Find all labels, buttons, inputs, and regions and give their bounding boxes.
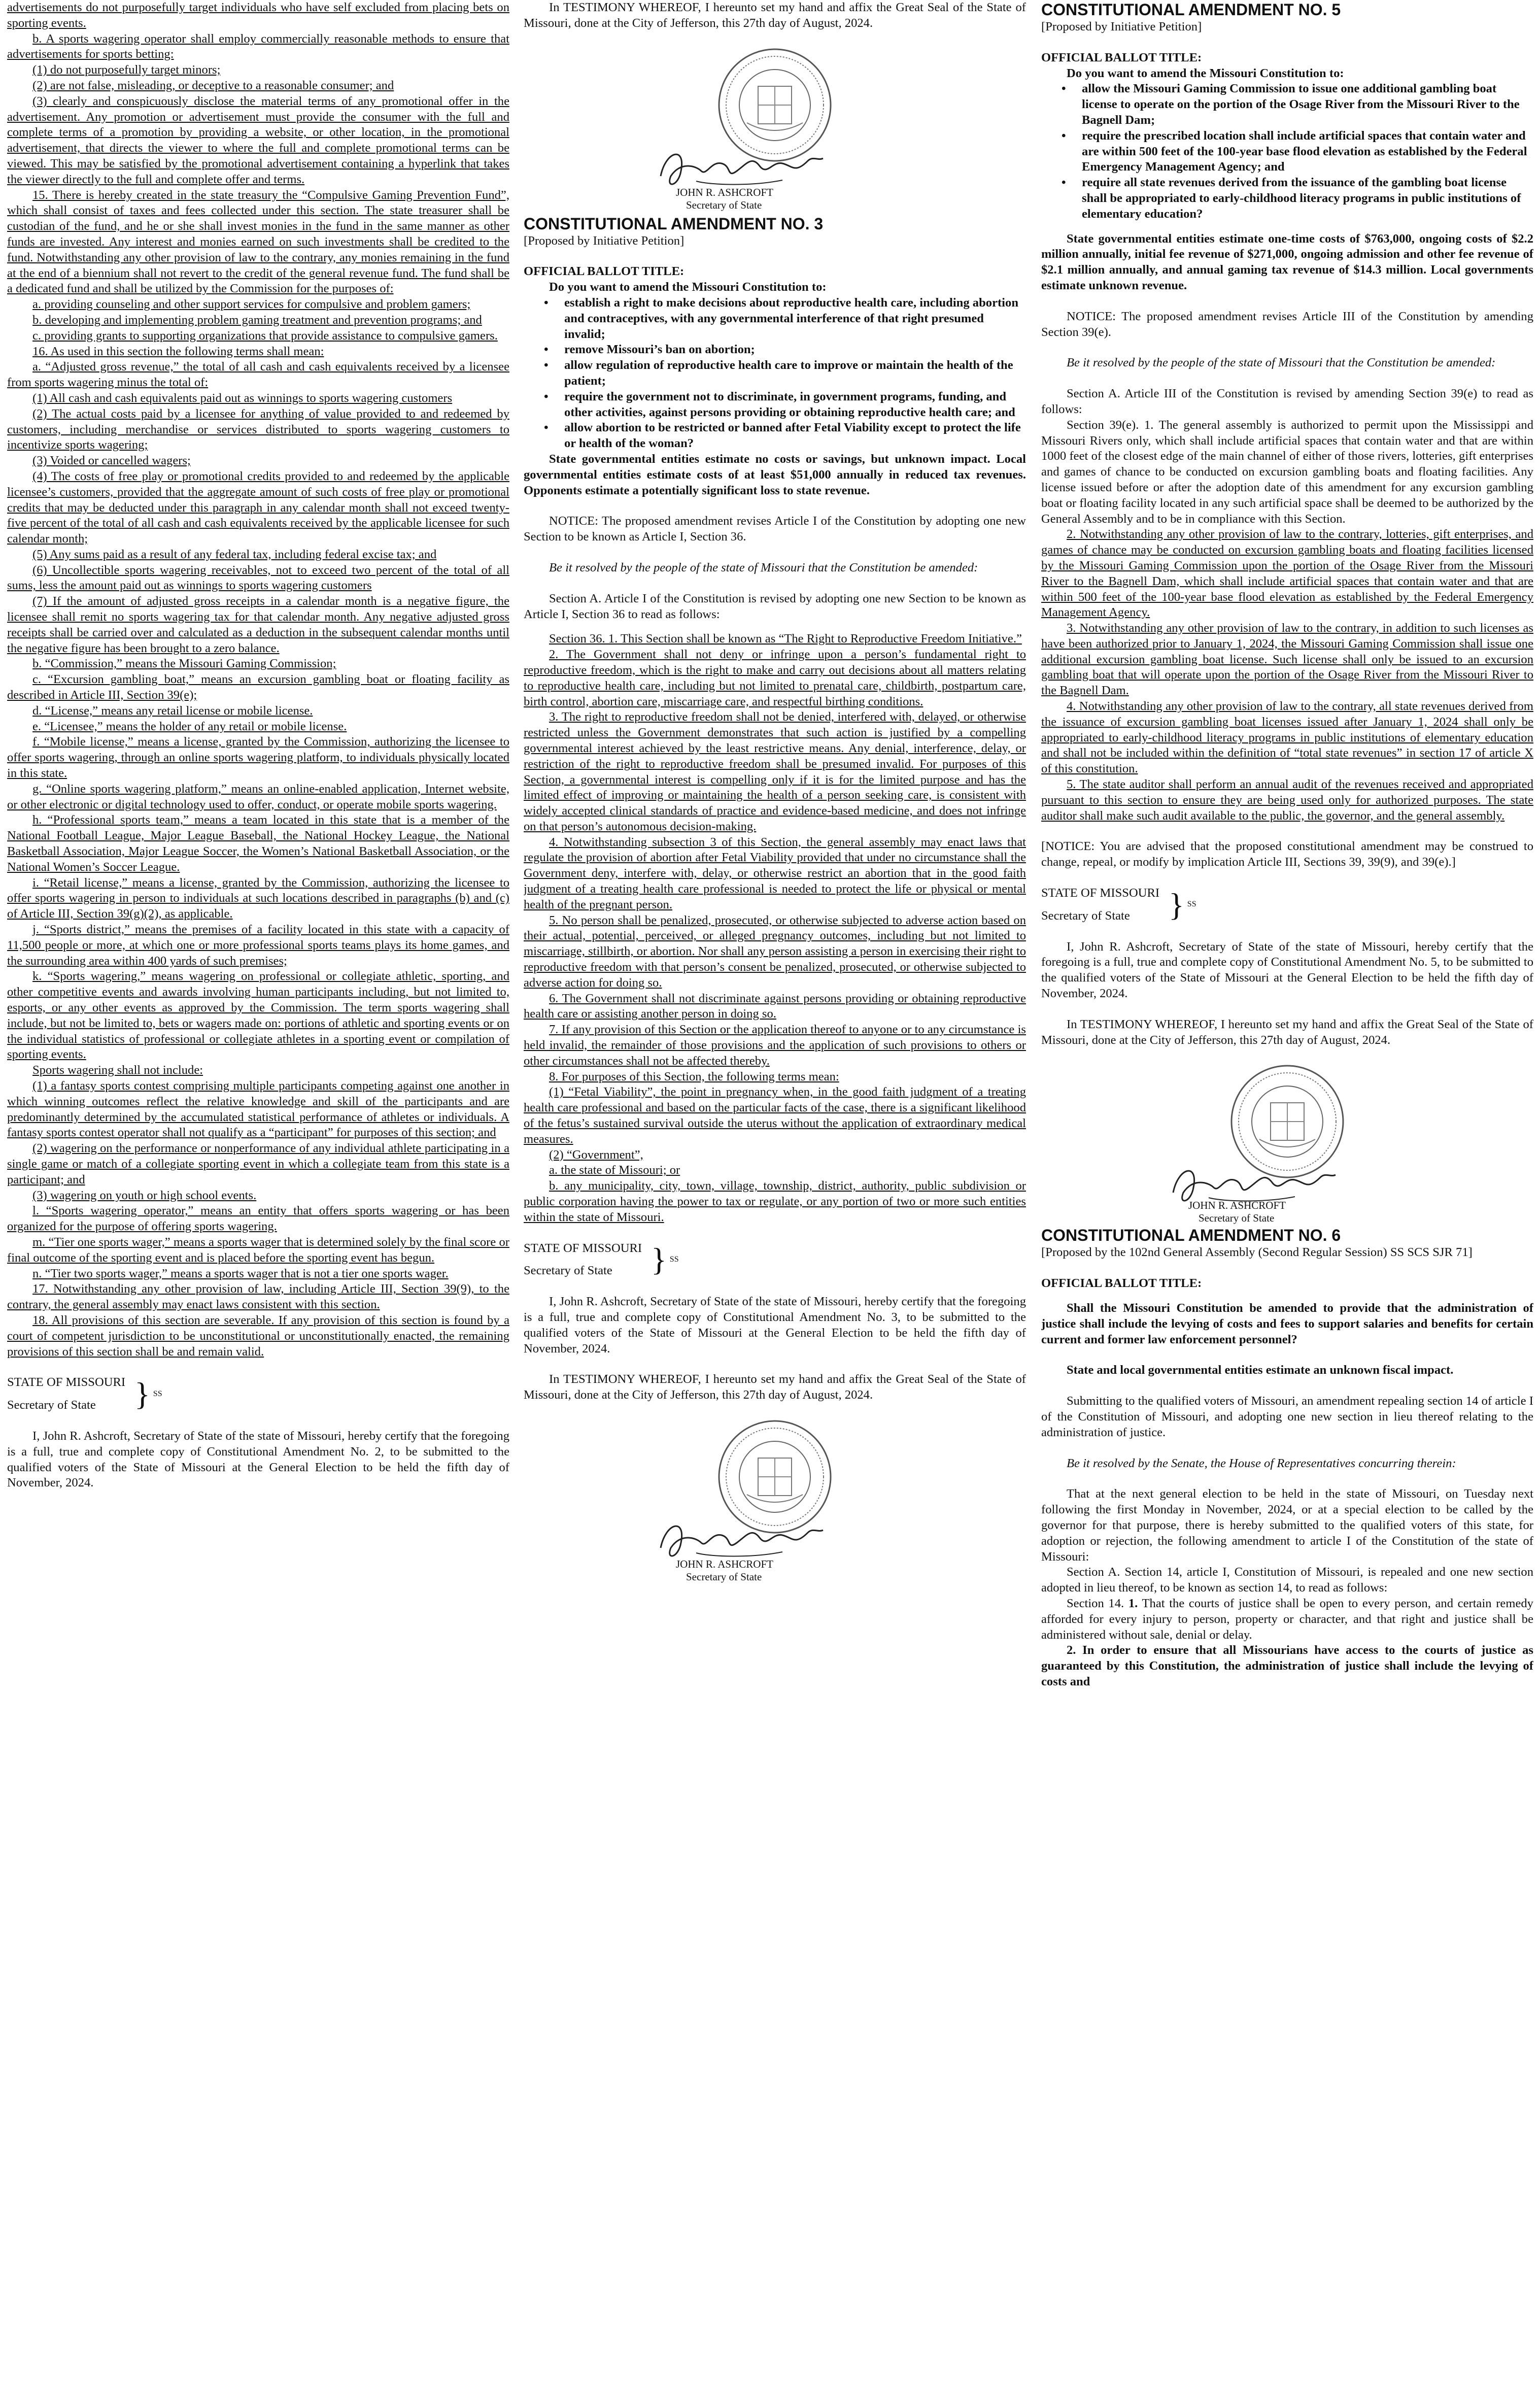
spacer <box>524 498 1026 514</box>
seal-signature-block <box>524 47 1026 214</box>
ballot-question: Shall the Missouri Constitution be amended to provide that the administration of justice shall include the levying of costs and fees to support salaries and benefits for certain current and former law enforcement personnel? <box>1041 1301 1533 1346</box>
amendment-5-title: CONSTITUTIONAL AMENDMENT NO. 5 <box>1041 1 1341 19</box>
paragraph: f. “Mobile license,” means a license, granted by the Commission, authorizing the licensee to offer sports wagering, through an online sports wagering platform, to individuals physically located in this state. <box>7 735 509 781</box>
paragraph: 5. The state auditor shall perform an annual audit of the revenues received and appropriated pursuant to this section to ensure they are being used only for authorized purposes. The state auditor shall make such audit available to the public, the governor, and the general assembly. <box>1041 777 1533 823</box>
paragraph: Section 39(e). 1. The general assembly is authorized to permit upon the Mississippi and Missouri Rivers only, which shall include artificial spaces that contain water and that are within 1000 feet of the closest edge of the main channel of either of those rivers, lotteries, gift enterprises and games of chance to be conducted on excursion gambling boats and floating facilities. Any license issued before or after the adoption date of this amendment for any excursion gambling boat or floating facility located in any such artificial space shall be deemed to be authorized by the General Assembly and to be in compliance with this Section. <box>1041 418 1533 526</box>
bullet-item: • allow regulation of reproductive health care to improve or maintain the health of the patient; <box>544 358 1026 389</box>
state-label: STATE OF MISSOURI <box>7 1375 126 1390</box>
amendment-5-subtitle: [Proposed by Initiative Petition] <box>1041 20 1202 33</box>
spacer <box>7 1413 509 1429</box>
paragraph: (1) All cash and cash equivalents paid out as winnings to sports wagering customers <box>32 391 453 405</box>
paragraph: (2) are not false, misleading, or deceptive to a reasonable consumer; and <box>32 78 394 92</box>
testimony-text: In TESTIMONY WHEREOF, I hereunto set my hand and affix the Great Seal of the State of Missouri, done at the City of Jefferson, this 27th day of August, 2024. <box>524 1 1026 30</box>
paragraph: j. “Sports district,” means the premises of a facility located in this state with a capacity of 11,500 people or more, at which one or more professional sports teams plays its home games, and the surrounding area within 400 yards of such premises; <box>7 923 509 968</box>
amendment-6-title: CONSTITUTIONAL AMENDMENT NO. 6 <box>1041 1226 1341 1245</box>
spacer <box>524 622 1026 631</box>
paragraph: Sports wagering shall not include: <box>32 1063 203 1077</box>
state-ss-block <box>1041 886 1533 924</box>
state-label: STATE OF MISSOURI <box>524 1241 642 1255</box>
ballot-bullets <box>524 295 1026 452</box>
amendment-3-subtitle: [Proposed by Initiative Petition] <box>524 233 685 248</box>
spacer <box>1041 340 1533 355</box>
bullet-item: • establish a right to make decisions about reproductive health care, including abortion and contraceptives, with any governmental interference of that right presumed invalid; <box>544 295 1026 342</box>
notice-text: NOTICE: The proposed amendment revises Article III of the Constitution by amending Section 39(e). <box>1041 309 1533 339</box>
paragraph: 5. No person shall be penalized, prosecuted, or otherwise subjected to adverse action based on their actual, potential, perceived, or alleged pregnancy outcomes, including but not limited to miscarriage, stillbirth, or abortion. Nor shall any person assisting a person in exercising their right to reproductive freedom with that person’s consent be penalized, prosecuted, or otherwise subjected to adverse action for doing so. <box>524 913 1026 990</box>
paragraph: b. developing and implementing problem gaming treatment and prevention programs; and <box>32 313 482 327</box>
bullet-item: • require all state revenues derived from the issuance of the gambling boat license shall be appropriated to early-childhood literacy programs in public institutions of elementary education? <box>1062 175 1533 222</box>
paragraph: 15. There is hereby created in the state treasury the “Compulsive Gaming Prevention Fund”, which shall consist of taxes and fees collected under this section. The state treasurer shall be custodian of the fund, and he or she shall invest monies in the fund in the same manner as other funds are invested. Any interest and monies earned on such investments shall be credited to the fund. Notwithstanding any other provision of law to the contrary, any monies remaining in the fund at the end of a biennium shall not revert to the credit of the general revenue fund. The fund shall be a dedicated fund and shall be utilized by the Commission for the purposes of: <box>7 188 509 296</box>
ballot-title-label: OFFICIAL BALLOT TITLE: <box>1041 50 1202 64</box>
brace-glyph: } <box>651 1241 667 1278</box>
fiscal-note: State governmental entities estimate one-time costs of $763,000, ongoing costs of $2.2 million annually, initial fee revenue of $271,000, ongoing admission and other fee revenue of $2.1 million annually, and annual gaming tax revenue of $14.3 million. Local governments estimate unknown revenue. <box>1041 231 1533 292</box>
signature-name: JOHN R. ASHCROFT <box>1188 1199 1286 1212</box>
spacer <box>1041 924 1533 939</box>
column-2 <box>524 0 1026 2404</box>
notice-text: NOTICE: The proposed amendment revises Article I of the Constitution by adopting one new Section to be known as Article I, Section 36. <box>524 514 1026 544</box>
spacer <box>1041 294 1533 309</box>
testimony-text: In TESTIMONY WHEREOF, I hereunto set my hand and affix the Great Seal of the State of Missouri, done at the City of Jefferson, this 27th day of August, 2024. <box>524 1372 1026 1402</box>
signature-title: Secretary of State <box>1199 1212 1275 1225</box>
paragraph: 3. Notwithstanding any other provision of law to the contrary, in addition to such licenses as have been authorized prior to January 1, 2024, the Missouri Gaming Commission shall issue one additional excursion gambling boat license. Such license shall only be issued to an excursion gambling boat that will operate upon the portion of the Osage River from the Missouri River to the Bagnell Dam. <box>1041 621 1533 698</box>
paragraph: (3) Voided or cancelled wagers; <box>32 454 191 468</box>
election-text: That at the next general election to be held in the state of Missouri, on Tuesday next following the first Monday in November, 2024, or at a special election to be called by the governor for that purpose, there is hereby submitted to the qualified voters of this state, for adoption or rejection, the following amendment to article I of the Constitution of the state of Missouri: <box>1041 1487 1533 1564</box>
testimony-text: In TESTIMONY WHEREOF, I hereunto set my hand and affix the Great Seal of the State of Missouri, done at the City of Jefferson, this 27th day of August, 2024. <box>1041 1017 1533 1047</box>
paragraph: k. “Sports wagering,” means wagering on professional or collegiate athletic, sporting, and other competitive events and awards involving human participants including, but not limited to, esports, or any other events as approved by the Commission. The term sports wagering shall include, but not be limited to, bets or wagers made on: portions of athletic and sporting events or on the individual statistics of professional or collegiate athletes in a sporting event or compilation of sporting events. <box>7 969 509 1062</box>
signature-title: Secretary of State <box>686 198 762 211</box>
paragraph: (6) Uncollectible sports wagering receivables, not to exceed two percent of the total of all sums, less the amount paid out as winnings to sports wagering customers <box>7 563 509 593</box>
spacer <box>524 1357 1026 1372</box>
column-3 <box>1041 0 1533 2404</box>
sos-label: Secretary of State <box>7 1398 96 1412</box>
spacer <box>524 1226 1026 1241</box>
paragraph: d. “License,” means any retail license or mobile license. <box>32 703 313 718</box>
spacer <box>1041 870 1533 886</box>
amendment-6-subtitle: [Proposed by the 102nd General Assembly (Second Regular Session) SS SCS SJR 71] <box>1041 1245 1473 1260</box>
section-14-number: 1. <box>1128 1596 1138 1610</box>
ballot-question: Do you want to amend the Missouri Constitution to: <box>549 280 827 294</box>
bullet-item: • require the prescribed location shall include artificial spaces that contain water and are within 500 feet of the 100-year base flood elevation as established by the Federal Emergency Management Agency; and <box>1062 128 1533 175</box>
brace-glyph: } <box>1169 886 1184 923</box>
spacer <box>524 1279 1026 1294</box>
paragraph: (1) a fantasy sports contest comprising multiple participants competing against one another in which winning outcomes reflect the relative knowledge and skill of the participants and are predominantly determined by the accumulated statistical performance of athletes or individuals. A fantasy sports contest operator shall not qualify as a “participant” for purposes of this section; and <box>7 1078 509 1140</box>
sos-label: Secretary of State <box>524 1264 612 1278</box>
paragraph: i. “Retail license,” means a license, granted by the Commission, authorizing the licensee to offer sports wagering in person to individuals at such locations described in paragraphs (b) and (c) of Article III, Section 39(g)(2), as applicable. <box>7 875 509 921</box>
paragraph: b. A sports wagering operator shall employ commercially reasonable methods to ensure that advertisements for sports betting: <box>7 31 509 61</box>
paragraph: 18. All provisions of this section are severable. If any provision of this section is found by a court of competent jurisdiction to be unconstitutional or unconstitutionally enacted, the remaining provisions of this section shall be and remain valid. <box>7 1313 509 1359</box>
paragraph: 3. The right to reproductive freedom shall not be denied, interfered with, delayed, or otherwise restricted unless the Government demonstrates that such action is justified by a compelling governmental interest achieved by the least restrictive means. Any denial, interference, delay, or restriction of the right to reproductive freedom shall be presumed invalid. For purposes of this Section, a governmental interest is compelling only if it is for the limited purpose and has the limited effect of improving or maintaining the health of a person seeking care, is consistent with widely accepted clinical standards of practice and evidence-based medicine, and does not infringe on that person’s autonomous decision-making. <box>524 710 1026 833</box>
paragraph: l. “Sports wagering operator,” means an entity that offers sports wagering or has been organized for the purpose of offering sports wagering. <box>7 1204 509 1234</box>
fiscal-note: State governmental entities estimate no costs or savings, but unknown impact. Local governmental entities estimate costs of at least $51,000 annually in reduced tax revenues. Opponents estimate a potentially significant loss to state revenue. <box>524 452 1026 497</box>
paragraph: (1) do not purposefully target minors; <box>32 63 221 77</box>
paragraph: (3) wagering on youth or high school events. <box>32 1188 257 1202</box>
resolution-text: Be it resolved by the Senate, the House of Representatives concurring therein: <box>1067 1456 1456 1470</box>
bullet-item: • allow abortion to be restricted or banned after Fetal Viability except to protect the life or health of the woman? <box>544 420 1026 452</box>
paragraph: 7. If any provision of this Section or the application thereof to anyone or to any circumstance is held invalid, the remainder of those provisions and the application of such provisions to others or other circumstances shall not be affected thereby. <box>524 1023 1026 1068</box>
paragraph: c. providing grants to supporting organizations that provide assistance to compulsive gamers. <box>32 328 498 343</box>
spacer <box>524 576 1026 591</box>
spacer <box>7 1360 509 1375</box>
spacer <box>1041 1347 1533 1363</box>
paragraph: (7) If the amount of adjusted gross receipts in a calendar month is a negative figure, the licensee shall remit no sports wagering tax for that calendar month. Any negative adjusted gross receipts shall be carried over and calculated as a deduction in the subsequent calendar months until the negative figure has been brought to a zero balance. <box>7 594 509 655</box>
section-14-paragraph <box>1041 1596 1533 1643</box>
paragraph: 4. Notwithstanding subsection 3 of this Section, the general assembly may enact laws that regulate the provision of abortion after Fetal Viability provided that under no circumstance shall the Government deny, interfere with, delay, or otherwise restrict an abortion that in the good faith judgment of a treating health care professional is needed to protect the life or physical or mental health of the pregnant person. <box>524 835 1026 911</box>
column-1 <box>7 0 509 2404</box>
section-14-lead: Section 14. <box>1067 1596 1124 1610</box>
spacer <box>1041 1002 1533 1017</box>
paragraph: a. the state of Missouri; or <box>549 1163 680 1177</box>
certification-text: I, John R. Ashcroft, Secretary of State of the state of Missouri, hereby certify that the foregoing is a full, true and complete copy of Constitutional Amendment No. 3, to be submitted to the qualified voters of the State of Missouri at the General Election to be held the fifth day of November, 2024. <box>524 1295 1026 1356</box>
spacer <box>1041 1471 1533 1486</box>
resolution-text: Be it resolved by the people of the state of Missouri that the Constitution be amended: <box>1067 356 1496 370</box>
paragraph: c. “Excursion gambling boat,” means an excursion gambling boat or floating facility as described in Article III, Section 39(e); <box>7 672 509 702</box>
signature-name: JOHN R. ASHCROFT <box>676 186 773 198</box>
paragraph: (4) The costs of free play or promotional credits provided to and redeemed by the applicable licensee’s customers, provided that the aggregate amount of such costs of free play or promotional credits that may be deducted under this paragraph in any calendar month shall not exceed twenty-five percent of the total of all cash and cash equivalents received by the applicable licensee for such calendar month; <box>7 469 509 546</box>
bullet-item: • require the government not to discriminate, in government programs, funding, and other activities, against persons providing or obtaining reproductive health care; and <box>544 389 1026 421</box>
ss-label: SS <box>669 1255 679 1264</box>
ballot-question: Do you want to amend the Missouri Constitution to: <box>1067 66 1344 80</box>
paragraph: advertisements do not purposefully target individuals who have self excluded from placing bets on sporting events. <box>7 1 509 30</box>
paragraph: b. “Commission,” means the Missouri Gaming Commission; <box>32 657 336 671</box>
state-ss-block <box>7 1375 509 1413</box>
submission-text: Submitting to the qualified voters of Missouri, an amendment repealing section 14 of article I of the Constitution of Missouri, and adopting one new section in lieu thereof relating to the administration of justice. <box>1041 1394 1533 1439</box>
section-14-part-2: 2. In order to ensure that all Missourians have access to the courts of justice as guaranteed by this Constitution, the administration of justice shall include the levying of costs and <box>1041 1643 1533 1688</box>
spacer <box>1041 1292 1533 1301</box>
paragraph: (3) clearly and conspicuously disclose the material terms of any promotional offer in the advertisement. Any promotion or advertisement must provide the consumer with the full and complete terms of a promotion by providing a website, or other location, in the promotional advertisement, that directs the viewer to where the full and complete promotional terms can be viewed. This may be satisfied by the promotional advertisement containing a hyperlink that takes the viewer directly to the full and complete offer and terms. <box>7 94 509 186</box>
paragraph: b. any municipality, city, town, village, township, district, authority, public subdivision or public corporation having the power to tax or regulate, or any portion of two or more such entities within the state of Missouri. <box>524 1179 1026 1224</box>
signature-title: Secretary of State <box>686 1570 762 1583</box>
section-14-text: That the courts of justice shall be open to every person, and certain remedy afforded for every injury to person, property or character, and that right and justice shall be administered without sale, denial or delay. <box>1041 1596 1533 1642</box>
paragraph: (2) “Government”, <box>549 1147 643 1162</box>
bullet-item: • allow the Missouri Gaming Commission to issue one additional gambling boat license to operate on the portion of the Osage River from the Missouri River to the Bagnell Dam; <box>1062 81 1533 128</box>
paragraph: 6. The Government shall not discriminate against persons providing or obtaining reproductive health care or assisting another person in doing so. <box>524 991 1026 1021</box>
spacer <box>524 545 1026 560</box>
paragraph: (1) “Fetal Viability”, the point in pregnancy when, in the good faith judgment of a treating health care professional and based on the particular facts of the case, there is a significant likelihood of the fetus’s sustained survival outside the uterus without the application of extraordinary medical measures. <box>524 1085 1026 1146</box>
spacer <box>1041 1378 1533 1394</box>
certification-text: I, John R. Ashcroft, Secretary of State of the state of Missouri, hereby certify that the foregoing is a full, true and complete copy of Constitutional Amendment No. 2, to be submitted to the qualified voters of the State of Missouri at the General Election to be held the fifth day of November, 2024. <box>7 1429 509 1490</box>
paragraph: (2) wagering on the performance or nonperformance of any individual athlete participating in a single game or match of a collegiate sporting event in which a collegiate team from this state is a participant; and <box>7 1141 509 1187</box>
seal-signature-block <box>524 1418 1026 1586</box>
spacer <box>524 249 1026 264</box>
brace-glyph: } <box>134 1376 150 1412</box>
section-a-text: Section A. Article I of the Constitution is revised by adopting one new Section to be known as Article I, Section 36 to read as follows: <box>524 591 1026 621</box>
spacer <box>1041 35 1533 50</box>
paragraph: 8. For purposes of this Section, the following terms mean: <box>549 1069 839 1084</box>
amendment-3-title: CONSTITUTIONAL AMENDMENT NO. 3 <box>524 214 824 233</box>
notice-bracket-text: [NOTICE: You are advised that the proposed constitutional amendment may be construed to change, repeal, or modify by implication Article III, Sections 39, 39(9), and 39(e).] <box>1041 839 1533 869</box>
state-ss-block <box>524 1241 1026 1279</box>
ballot-bullets <box>1041 81 1533 222</box>
ss-label: SS <box>153 1389 162 1398</box>
ballot-title-label: OFFICIAL BALLOT TITLE: <box>1041 1276 1202 1291</box>
paragraph: 2. Notwithstanding any other provision of law to the contrary, lotteries, gift enterprises, and games of chance may be conducted on excursion gambling boats and floating facilities licensed by the Missouri Gaming Commission upon the portion of the Osage River from the Missouri River to the Bagnell Dam, which shall include artificial spaces that contain water and that are within 500 feet of the 100-year base flood elevation as established by the Federal Emergency Management Agency. <box>1041 527 1533 620</box>
paragraph: a. “Adjusted gross revenue,” the total of all cash and cash equivalents received by a licensee from sports wagering minus the total of: <box>7 360 509 390</box>
resolution-text: Be it resolved by the people of the state of Missouri that the Constitution be amended: <box>549 560 978 574</box>
seal-signature-block <box>1041 1063 1533 1226</box>
paragraph: Section 36. 1. This Section shall be known as “The Right to Reproductive Freedom Initiative.” <box>549 632 1022 646</box>
paragraph: n. “Tier two sports wager,” means a sports wager that is not a tier one sports wager. <box>32 1266 449 1280</box>
paragraph: a. providing counseling and other support services for compulsive and problem gamers; <box>32 297 471 312</box>
spacer <box>1041 222 1533 231</box>
sos-label: Secretary of State <box>1041 908 1130 923</box>
ballot-title-label: OFFICIAL BALLOT TITLE: <box>524 264 685 279</box>
state-label: STATE OF MISSOURI <box>1041 886 1160 900</box>
section-a-text: Section A. Article III of the Constitution is revised by amending Section 39(e) to read as follows: <box>1041 387 1533 416</box>
paragraph: m. “Tier one sports wager,” means a sports wager that is determined solely by the final score or final outcome of the sporting event and is placed before the sporting event has begun. <box>7 1235 509 1265</box>
spacer <box>1041 371 1533 386</box>
paragraph: g. “Online sports wagering platform,” means an online-enabled application, Internet website, or other electronic or digital technology used to offer, conduct, or operate mobile sports wagering. <box>7 782 509 811</box>
paragraph: 17. Notwithstanding any other provision of law, including Article III, Section 39(9), to the contrary, the general assembly may enact laws consistent with this section. <box>7 1282 509 1312</box>
paragraph: e. “Licensee,” means the holder of any retail or mobile license. <box>32 719 347 733</box>
paragraph: 16. As used in this section the following terms shall mean: <box>32 344 324 358</box>
paragraph: 4. Notwithstanding any other provision of law to the contrary, all state revenues derived from the issuance of excursion gambling boat licenses issued after January 1, 2024 shall only be appropriated to early-childhood literacy programs in public institutions of elementary education and shall not be included within the definition of “total state revenues” in section 17 of article X of this constitution. <box>1041 699 1533 776</box>
ss-label: SS <box>1187 900 1196 909</box>
spacer <box>1041 1441 1533 1456</box>
paragraph: (5) Any sums paid as a result of any federal tax, including federal excise tax; and <box>32 547 437 561</box>
paragraph: h. “Professional sports team,” means a team located in this state that is a member of the National Football League, Major League Baseball, the National Hockey League, the National Basketball Association, Major League Soccer, the Women’s National Basketball Association, or the National Women’s Soccer League. <box>7 813 509 874</box>
paragraph: (2) The actual costs paid by a licensee for anything of value provided to and redeemed by customers, including merchandise or services distributed to sports wagering customers to incentivize sports wagering; <box>7 407 509 452</box>
signature-name: JOHN R. ASHCROFT <box>676 1557 773 1570</box>
paragraph: 2. The Government shall not deny or infringe upon a person’s fundamental right to reproductive freedom, which is the right to make and carry out decisions about all matters relating to reproductive health care, including but not limited to prenatal care, childbirth, postpartum care, birth control, abortion care, miscarriage care, and respectful birthing conditions. <box>524 648 1026 708</box>
spacer <box>1041 824 1533 839</box>
certification-text: I, John R. Ashcroft, Secretary of State of the state of Missouri, hereby certify that the foregoing is a full, true and complete copy of Constitutional Amendment No. 5, to be submitted to the qualified voters of the State of Missouri at the General Election to be held the fifth day of November, 2024. <box>1041 939 1533 1001</box>
fiscal-note: State and local governmental entities estimate an unknown fiscal impact. <box>1067 1363 1454 1377</box>
bullet-item: • remove Missouri’s ban on abortion; <box>544 342 1026 358</box>
section-a-text: Section A. Section 14, article I, Constitution of Missouri, is repealed and one new section adopted in lieu thereof, to be known as section 14, to read as follows: <box>1041 1565 1533 1595</box>
spacer <box>1041 1261 1533 1276</box>
